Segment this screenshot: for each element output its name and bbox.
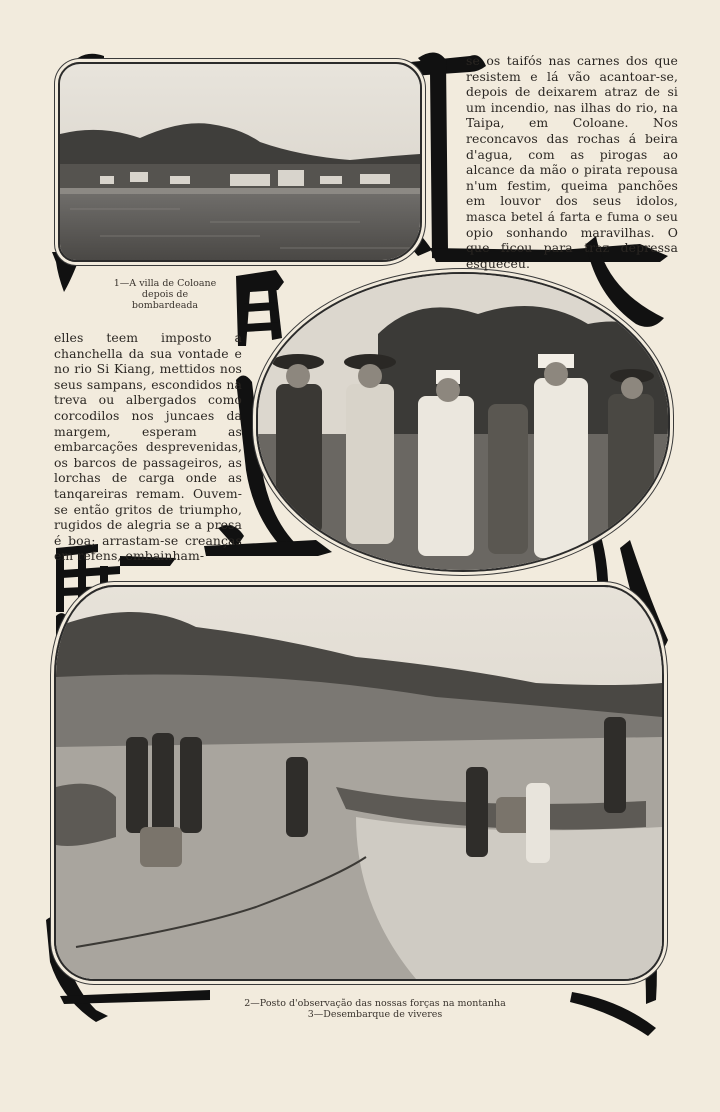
photo-landing-supplies [54, 585, 664, 981]
photo-coloane-village [58, 62, 422, 262]
caption-photo-1-line2: depois de [141, 289, 189, 300]
caption-photo-3: 3—Desembarque de viveres [307, 1009, 443, 1020]
caption-photo-2: 2—Posto d'observação das nossas forças na montanha [244, 998, 506, 1009]
photo-observation-post [256, 272, 670, 572]
caption-photo-1 [100, 278, 230, 311]
caption-photo-1-line3: bombardeada [131, 300, 199, 311]
caption-photo-1-line1: 1—A villa de Coloane [113, 278, 217, 289]
caption-photos-2-3 [230, 998, 520, 1020]
landing-supplies-image [56, 587, 662, 979]
observation-post-image [258, 274, 668, 570]
article-text-left: elles teem imposto a chanchella da sua vontade e no rio Si Kiang, mettidos nos seus sampans, escondidos na treva ou albergados como corcodilos nos juncaes da margem, esperam as embarcações desprevenidas, os barcos de passageiros, as lorchas de carga onde as tanqareiras remam. Ouvem-se então gritos de triumpho, rugidos de alegria se a presa é boa; arrastam-se creanças em refens, embainham- [54, 330, 242, 564]
article-text-top-right: se os taifós nas carnes dos que resistem e lá vão acantoar-se, depois de deixarem atraz de si um incendio, nas ilhas do rio, na Taipa, em Coloane. Nos reconcavos das rochas á beira d'agua, com as pirogas ao alcance da mão o pirata repousa n'um festim, queima panchões em louvor dos seus idolos, masca betel á farta e fuma o seu opio sonhando maravilhas. O que ficou para traz depressa esqueceu. [466, 53, 678, 271]
coloane-village-image [60, 64, 420, 260]
